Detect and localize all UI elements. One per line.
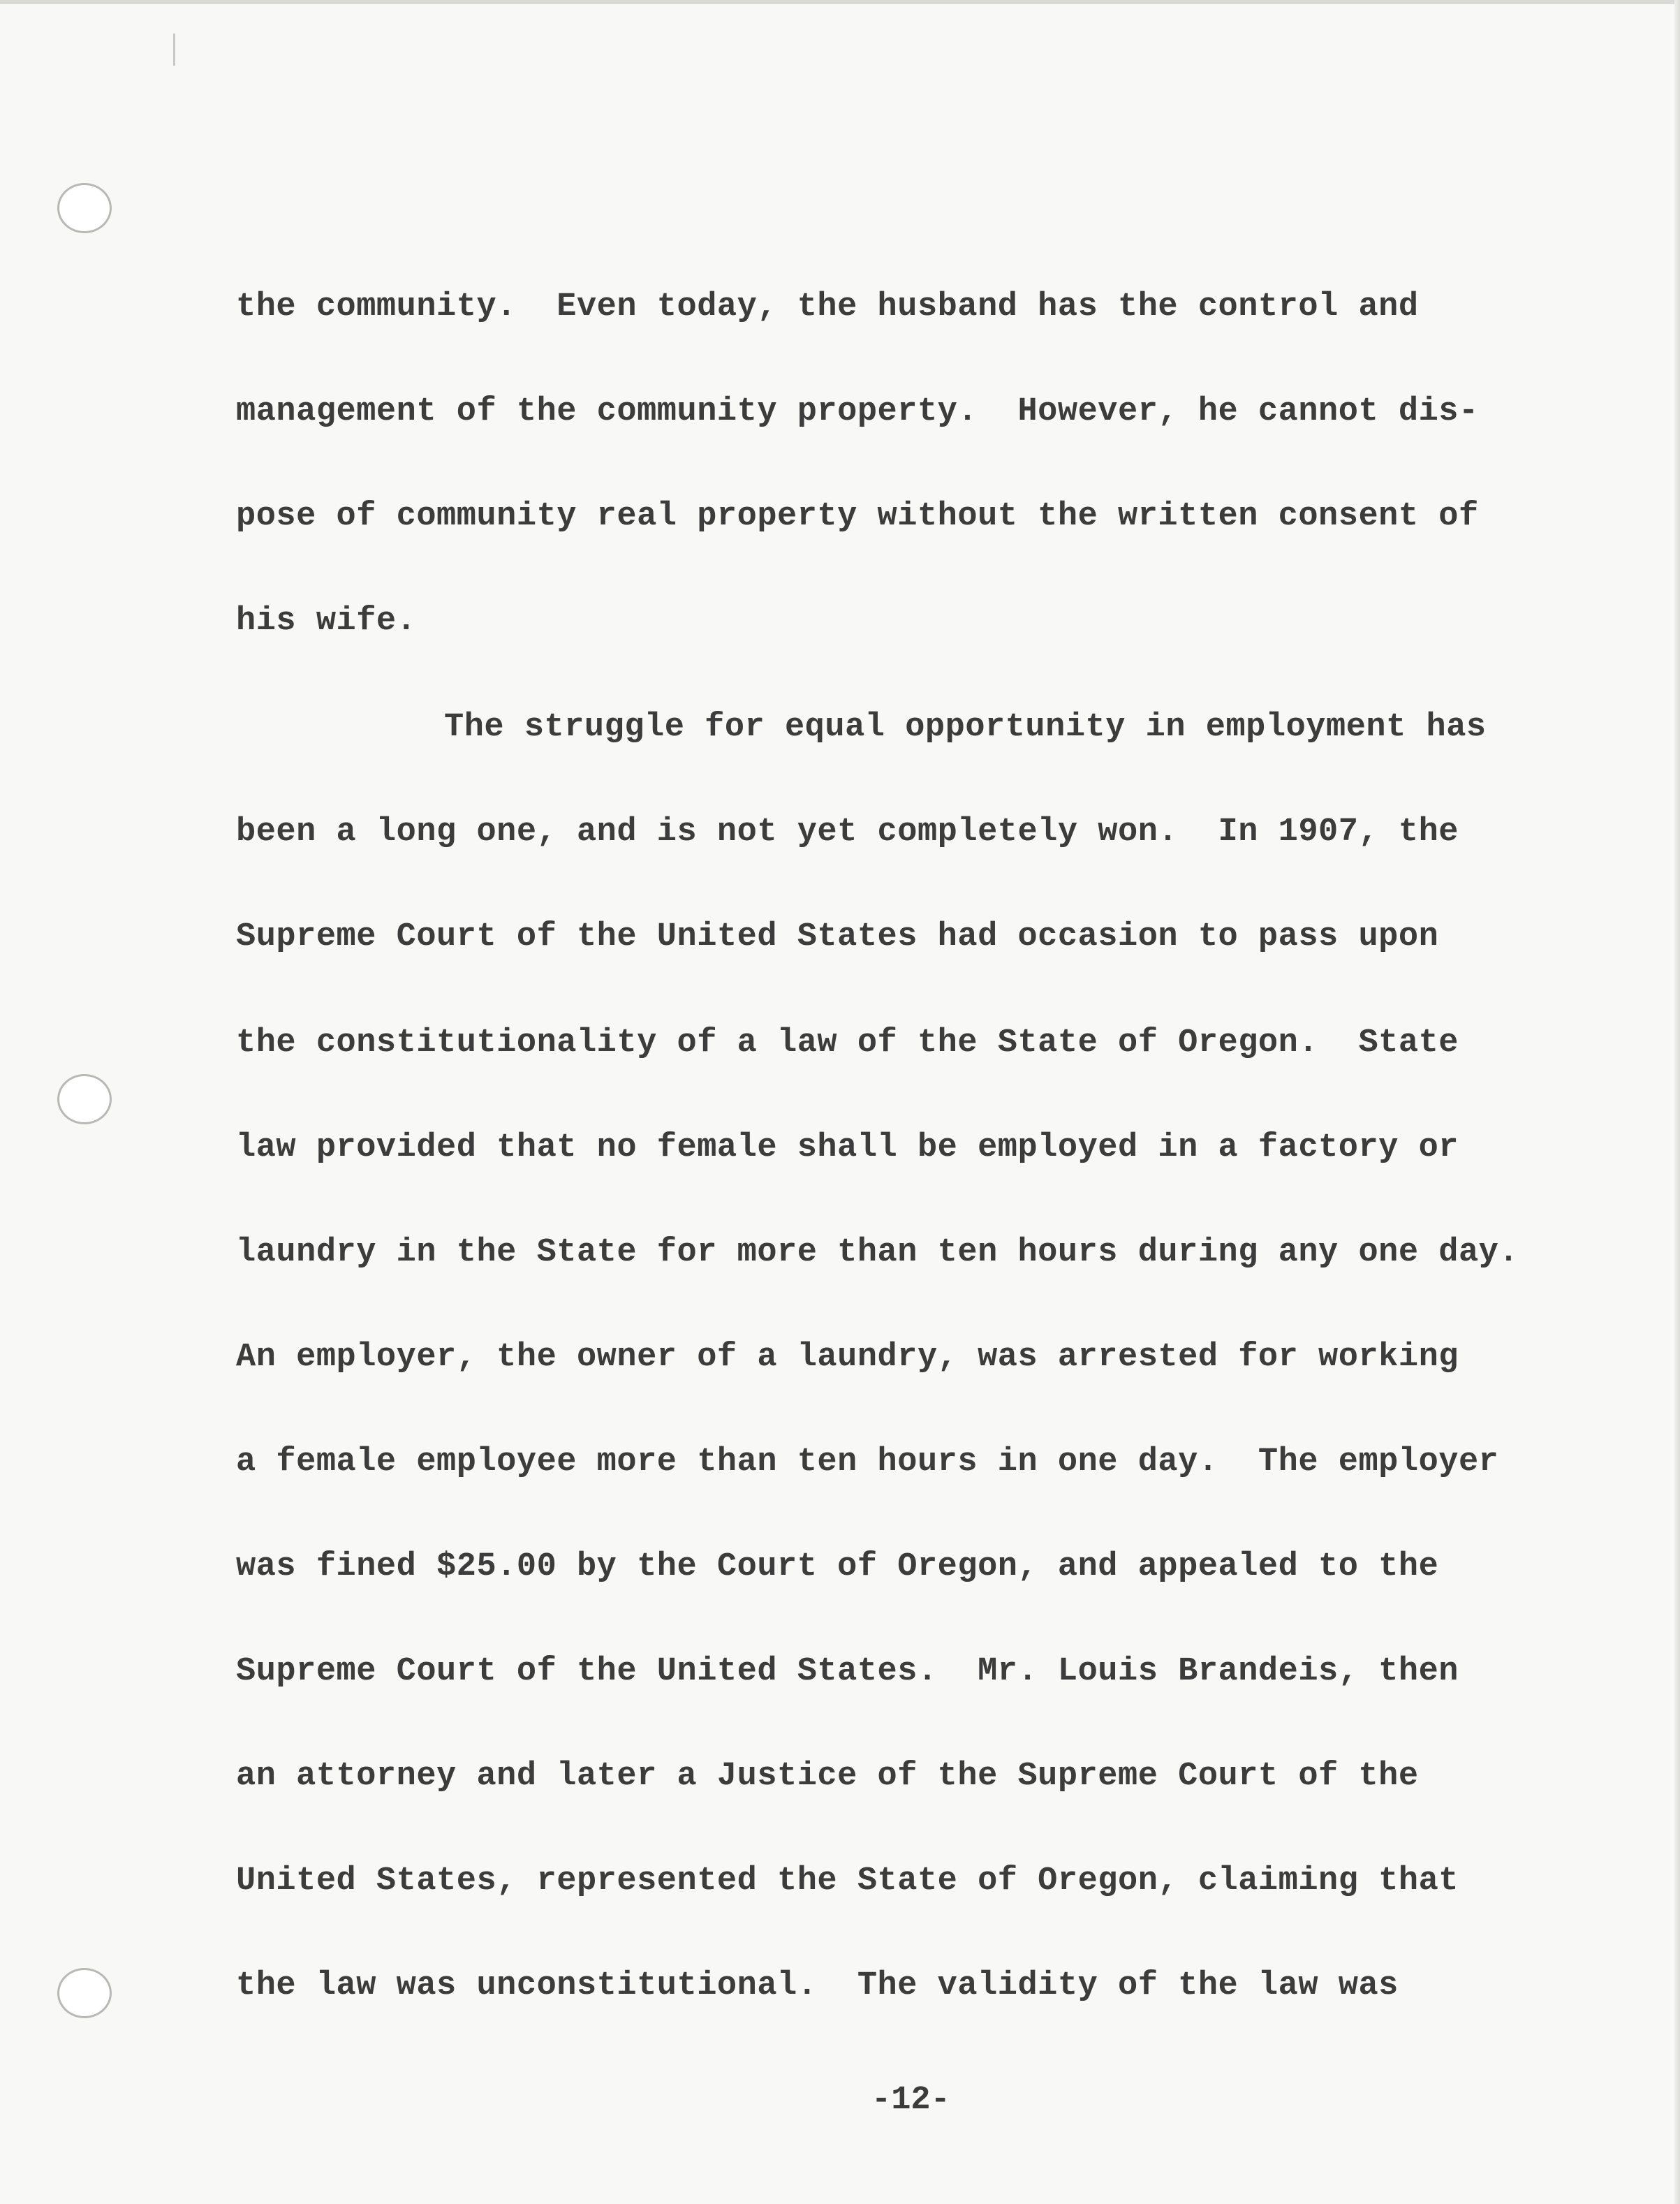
text-line: the law was unconstitutional. The validity of the law was bbox=[236, 1967, 1399, 2004]
text-line: been a long one, and is not yet completely won. In 1907, the bbox=[236, 814, 1459, 851]
text-line: An employer, the owner of a laundry, was arrested for working bbox=[236, 1339, 1459, 1376]
text-line: an attorney and later a Justice of the Supreme Court of the bbox=[236, 1758, 1419, 1795]
text-line: a female employee more than ten hours in one day. The employer bbox=[236, 1443, 1499, 1481]
punch-hole-icon bbox=[57, 1968, 112, 2018]
text-line: the community. Even today, the husband has the control and bbox=[236, 288, 1419, 325]
text-line: pose of community real property without the written consent of bbox=[236, 498, 1479, 535]
text-line: Supreme Court of the United States. Mr. Louis Brandeis, then bbox=[236, 1653, 1459, 1690]
paragraph-first-line: The struggle for equal opportunity in employment has bbox=[444, 709, 1487, 746]
page-right-edge bbox=[1674, 0, 1680, 2204]
punch-hole-icon bbox=[57, 183, 112, 233]
text-line: United States, represented the State of Oregon, claiming that bbox=[236, 1863, 1459, 1900]
text-line: laundry in the State for more than ten hours during any one day. bbox=[236, 1234, 1519, 1271]
text-line: the constitutionality of a law of the State of Oregon. State bbox=[236, 1024, 1459, 1061]
text-line: law provided that no female shall be employed in a factory or bbox=[236, 1129, 1459, 1166]
text-line: Supreme Court of the United States had occasion to pass upon bbox=[236, 918, 1439, 955]
page-top-edge bbox=[0, 0, 1680, 4]
text-line: management of the community property. However, he cannot dis- bbox=[236, 393, 1479, 430]
stray-mark bbox=[173, 34, 175, 66]
punch-hole-icon bbox=[57, 1074, 112, 1124]
text-line: was fined $25.00 by the Court of Oregon, and appealed to the bbox=[236, 1548, 1439, 1585]
text-line: his wife. bbox=[236, 603, 417, 640]
page-number: -12- bbox=[871, 2082, 950, 2119]
